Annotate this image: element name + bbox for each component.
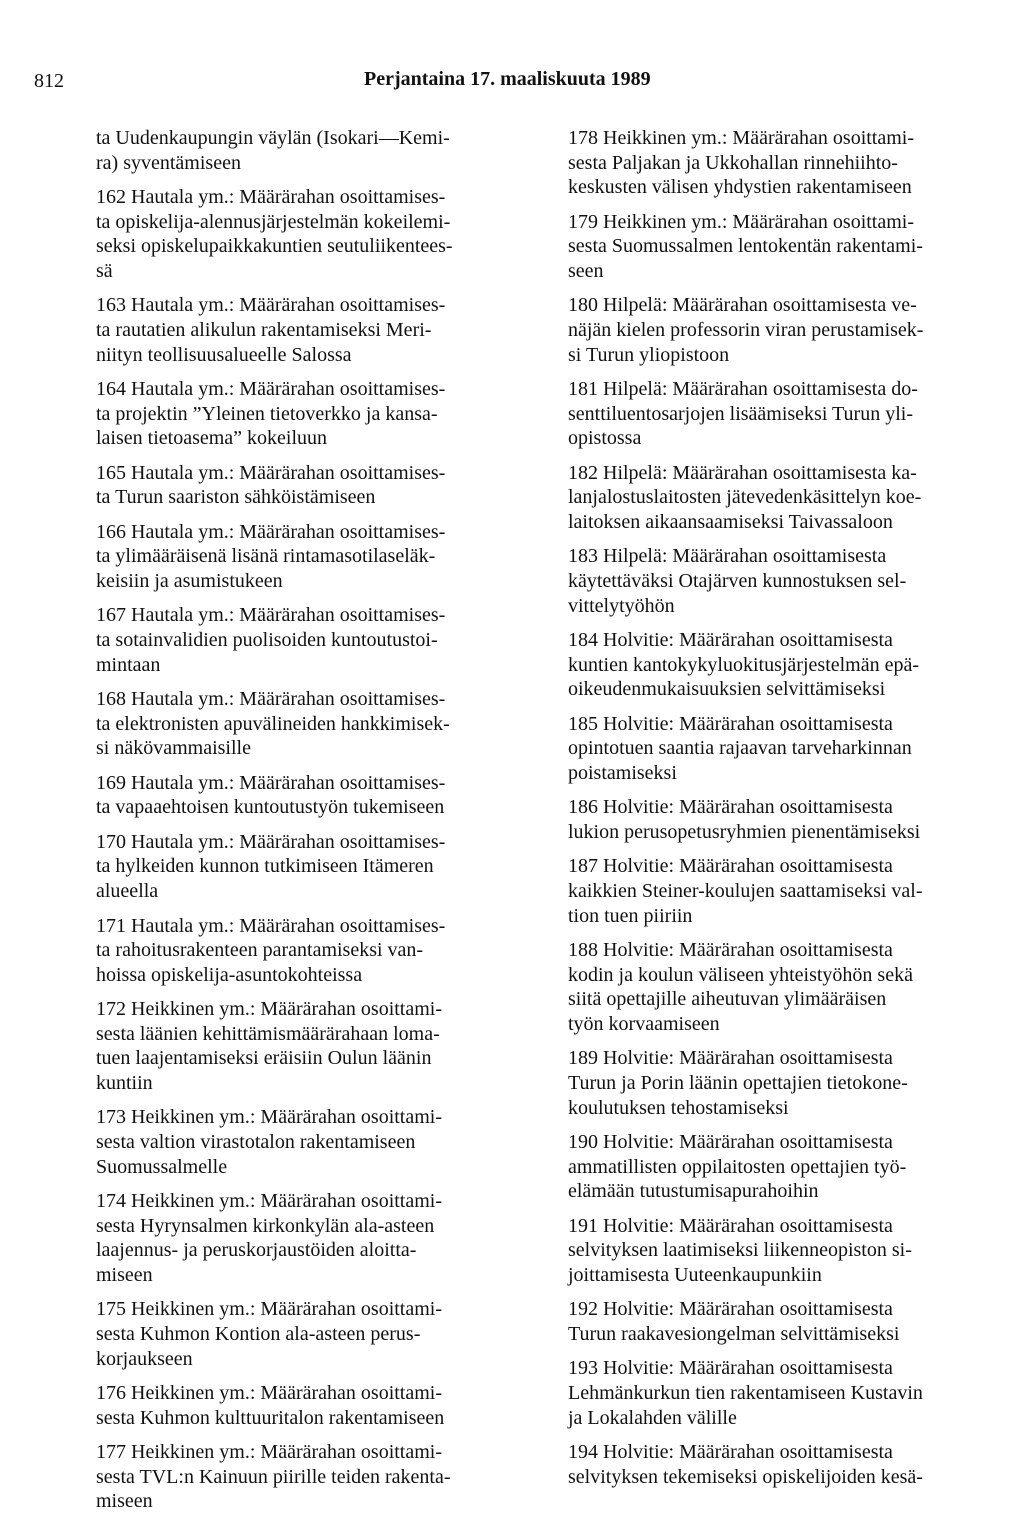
motion-entry: 189 Holvitie: Määrärahan osoittamisesta Turun ja Porin läänin opettajien tietokone- koulutuksen tehostamiseksi [568, 1047, 908, 1119]
motion-entry: 174 Heikkinen ym.: Määrärahan osoittami- sesta Hyrynsalmen kirkonkylän ala-asteen laajennus- ja peruskorjaustöiden aloitta- miseen [96, 1190, 443, 1286]
motion-entry: 179 Heikkinen ym.: Määrärahan osoittami- sesta Suomussalmen lentokentän rakentami- seen [568, 210, 923, 282]
motion-entry: 183 Hilpelä: Määrärahan osoittamisesta käytettäväksi Otajärven kunnostuksen sel- vittelytyöhön [568, 545, 907, 617]
motion-entry: 162 Hautala ym.: Määrärahan osoittamises- ta opiskelija-alennusjärjestelmän kokeilemi- seksi opiskelupaikkakuntien seutuliikentees- sä [96, 186, 453, 282]
motion-entry: 163 Hautala ym.: Määrärahan osoittamises- ta rautatien alikulun rakentamiseksi Meri- niityn teollisuusalueelle Salossa [96, 294, 446, 366]
motion-entry: 186 Holvitie: Määrärahan osoittamisesta lukion perusopetusryhmien pienentämiseksi [568, 796, 921, 843]
motion-entry: 181 Hilpelä: Määrärahan osoittamisesta do- senttiluentosarjojen lisäämiseksi Turun yli- opistossa [568, 378, 918, 450]
motion-entry: 194 Holvitie: Määrärahan osoittamisesta selvityksen tekemiseksi opiskelijoiden kesä- [568, 1441, 923, 1488]
motion-entry: 182 Hilpelä: Määrärahan osoittamisesta ka- lanjalostuslaitosten jätevedenkäsittelyn koe- laitoksen aikaansaamiseksi Taivassaloon [568, 461, 922, 533]
motion-entry: 168 Hautala ym.: Määrärahan osoittamises- ta elektronisten apuvälineiden hankkimisek- si näkövammaisille [96, 688, 450, 760]
motion-entry: 177 Heikkinen ym.: Määrärahan osoittami- sesta TVL:n Kainuun piirille teiden rakenta- miseen [96, 1441, 451, 1513]
motion-entry: 187 Holvitie: Määrärahan osoittamisesta kaikkien Steiner-koulujen saattamiseksi val- tion tuen piiriin [568, 855, 923, 927]
motion-entry: 175 Heikkinen ym.: Määrärahan osoittami- sesta Kuhmon Kontion ala-asteen perus- korjaukseen [96, 1298, 443, 1370]
running-head: Perjantaina 17. maaliskuuta 1989 [364, 68, 651, 90]
motion-entry: 172 Heikkinen ym.: Määrärahan osoittami- sesta läänien kehittämismäärärahaan loma- tuen laajentamiseksi eräisiin Oulun läänin kuntiin [96, 998, 443, 1094]
motion-entry: 166 Hautala ym.: Määrärahan osoittamises- ta ylimääräisenä lisänä rintamasotilaseläk- keisiin ja asumistukeen [96, 520, 446, 592]
motion-entry: 180 Hilpelä: Määrärahan osoittamisesta ve- näjän kielen professorin viran perustamisek- si Turun yliopistoon [568, 294, 924, 366]
motion-entry: 164 Hautala ym.: Määrärahan osoittamises- ta projektin ”Yleinen tietoverkko ja kansa- laisen tietoasema” kokeiluun [96, 378, 446, 450]
motion-entry: 188 Holvitie: Määrärahan osoittamisesta kodin ja koulun väliseen yhteistyöhön sekä siitä opettajille aiheutuvan ylimääräisen työn korvaamiseen [568, 939, 913, 1035]
motion-entry: 178 Heikkinen ym.: Määrärahan osoittami- sesta Paljakan ja Ukkohallan rinnehiihto- keskusten välisen yhdystien rakentamiseen [568, 127, 915, 199]
left-column [96, 126, 510, 1524]
motion-entry: 191 Holvitie: Määrärahan osoittamisesta selvityksen laatimiseksi liikenneopiston si- joittamisesta Uuteenkaupunkiin [568, 1214, 912, 1286]
motion-entry: 165 Hautala ym.: Määrärahan osoittamises- ta Turun saariston sähköistämiseen [96, 461, 446, 509]
right-column [568, 126, 982, 1499]
page-number: 812 [34, 70, 64, 92]
motion-entry: 170 Hautala ym.: Määrärahan osoittamises- ta hylkeiden kunnon tutkimiseen Itämeren alueella [96, 830, 446, 903]
motion-entry: 184 Holvitie: Määrärahan osoittamisesta kuntien kantokykyluokitusjärjestelmän epä- oikeudenmukaisuuksien selvittämiseksi [568, 629, 920, 701]
motion-entry: 190 Holvitie: Määrärahan osoittamisesta ammatillisten oppilaitosten opettajien työ- elämään tutustumisapurahoihin [568, 1131, 907, 1203]
motion-entry: 169 Hautala ym.: Määrärahan osoittamises- ta vapaaehtoisen kuntoutustyön tukemiseen [96, 771, 446, 819]
motion-entry: 171 Hautala ym.: Määrärahan osoittamises- ta rahoitusrakenteen parantamiseksi van- hoissa opiskelija-asuntokohteissa [96, 914, 446, 986]
motion-entry: ta Uudenkaupungin väylän (Isokari—Kemi- ra) syventämiseen [96, 127, 450, 174]
motion-entry: 185 Holvitie: Määrärahan osoittamisesta opintotuen saantia rajaavan tarveharkinnan poistamiseksi [568, 712, 912, 784]
motion-entry: 167 Hautala ym.: Määrärahan osoittamises- ta sotainvalidien puolisoiden kuntoutustoi- mintaan [96, 604, 446, 676]
motion-entry: 192 Holvitie: Määrärahan osoittamisesta Turun raakavesiongelman selvittämiseksi [568, 1298, 900, 1345]
motion-entry: 193 Holvitie: Määrärahan osoittamisesta Lehmänkurkun tien rakentamiseen Kustavin ja Lokalahden välille [568, 1357, 923, 1429]
motion-entry: 176 Heikkinen ym.: Määrärahan osoittami- sesta Kuhmon kulttuuritalon rakentamiseen [96, 1382, 445, 1429]
motion-entry: 173 Heikkinen ym.: Määrärahan osoittami- sesta valtion virastotalon rakentamiseen Suomussalmelle [96, 1106, 443, 1178]
